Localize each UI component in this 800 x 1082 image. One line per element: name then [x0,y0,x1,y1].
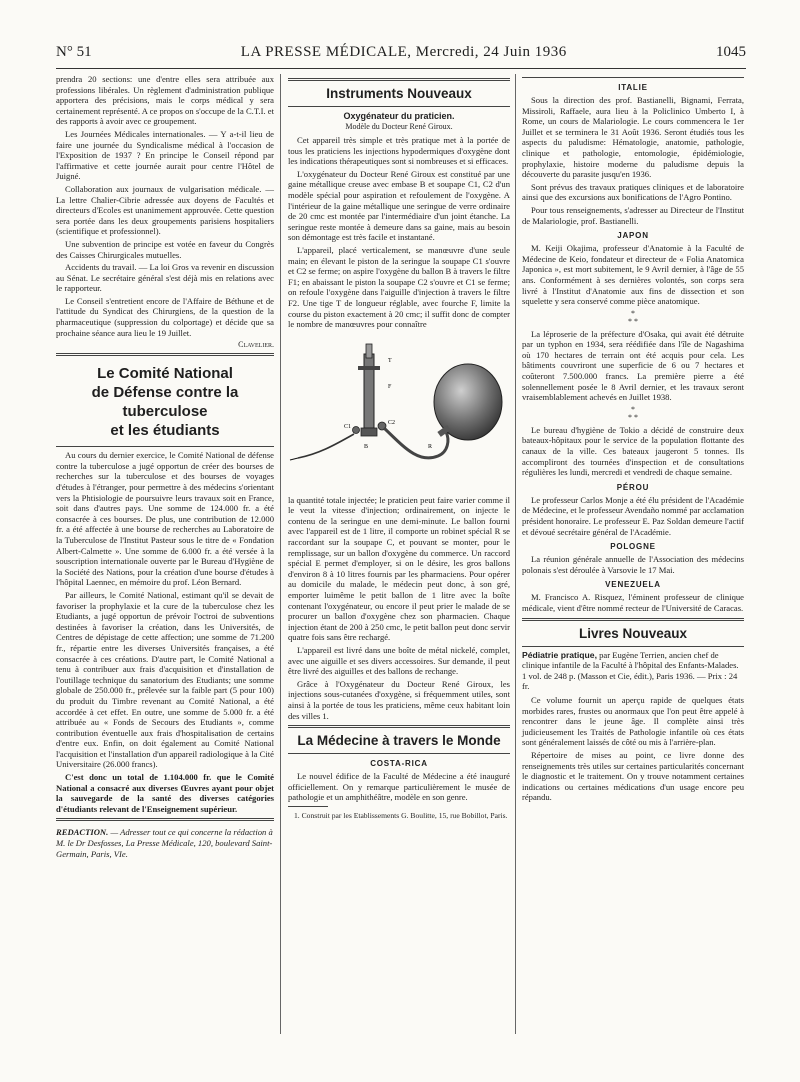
section-divider [288,78,510,81]
paragraph: Cet appareil très simple et très pratique met à la portée de tous les praticiens les injections hypodermiques d'oxygène dont les indications thérapeutiques sont si nombreuses et si efficaces. [288,135,510,167]
journal-title: LA PRESSE MÉDICALE, Mercredi, 24 Juin 1936 [240,44,567,60]
section-title: La Médecine à travers le Monde [297,733,501,749]
paragraph: Sont prévus des travaux pratiques cliniques et de laboratoire ainsi que des excursions aux bonifications de l'Agro Pontino. [522,181,744,203]
paragraph: La réunion générale annuelle de l'Association des médecins polonais s'est déroulée à Varsovie le 17 Mai. [522,554,744,575]
syringe-barrel [364,354,374,428]
column-divider [280,74,281,1034]
country-heading: JAPON [617,231,649,241]
title-line: de Défense contre la tuberculose [91,384,239,421]
column-right [522,74,744,805]
paragraph: Collaboration aux journaux de vulgarisation médicale. — La lettre Chalier-Cibrie adressée aux doyens de Facultés et directeurs d'Ecoles est unanimement approuvée. Cette question sera portée dans les deux groupements parisiens hospitaliers (scientifique et professionnel). [56,183,274,237]
title-rule [288,753,510,754]
page-header [56,44,746,69]
paragraph: Le Conseil s'entretient encore de l'Affaire de Béthune et de l'attitude du Syndicat des Chirurgiens, de la question de la pharmaceutique (suppression du colportage) et décide que sa prochaine séance aura lieu le 19 Juillet. [56,295,274,338]
redaction-text: — Adresser tout ce qui concerne la rédaction à M. le Dr Desfosses, La Presse Médicale, 120, boulevard Saint-Germain, Paris, VIe. [56,827,273,860]
title-line: Le Comité National [97,365,233,383]
country-heading: VENEZUELA [605,580,661,590]
country-heading: ITALIE [618,83,648,92]
book-reference [522,650,744,692]
paragraph: Ce volume fournit un aperçu rapide de quelques états morbides rares, frustes ou anormaux que l'on peut être appelé à rencontrer dans le jeune âge. Il complète ainsi très judicieusement les Traités de Pathologie infantile où ces états sont généralement laissés de côté ou mis à l'arrière-plan. [522,694,744,748]
asterism: * * * [628,308,638,326]
paragraph: Le professeur Carlos Monje a été élu président de l'Académie de Médecine, et le professeur Avendaño nommé par acclamation président honoraire. Le professeur E. Paz Soldan demeure l'actif et dévoué secrétaire général de l'Académie. [522,494,744,537]
needle-tube [298,434,354,458]
syringe-base [361,428,377,436]
paragraph: M. Francisco A. Risquez, l'éminent professeur de clinique médicale, vient d'être nommé recteur de l'Université de Caracas. [522,592,744,613]
page-number: 1045 [716,44,746,60]
country-heading: COSTA-RICA [370,759,428,769]
label-t: T [388,357,392,364]
paragraph: L'appareil est livré dans une boîte de métal nickelé, complet, avec une aiguille et ses divers accessoires. Sur demande, il peut être livré des aiguilles et des ballons de rechange. [288,645,510,677]
column-divider [515,74,516,1034]
paragraph: Par ailleurs, le Comité National, estimant qu'il se devait de favoriser la prophylaxie et la cure de la tuberculose chez les Etudiants, a jugé opportun de prévoir l'octroi de subventions destinées à favoriser la création, dans les Universités, de Centres de dépistage de cette affection; une somme de 71.200 fr., répartie entre les diverses Universités françaises, a été consacrée à ces créations. D'autre part, le Comité National a tenu à contribuer aux frais d'acquisition et d'installation de l'outillage technique du sanatorium des Etudiants; une somme globale de 250.000 fr., prélevée sur la faible part (5 pour 100) du produit du Timbre revenant au Comité National, a été accordée à cet effet. En outre, une somme de 5.000 fr. a été attribuée au « Fonds de Secours des Etudiants », comme contribution éventuelle aux frais d'hospitalisation de certains d'entre eux. Enfin, on doit également au Comité National l'acquisition et l'installation d'un appareil radiologique à la Cité Universitaire (26.000 francs). [56,589,274,770]
paragraph: Une subvention de principe est votée en faveur du Congrès des Caisses Chirurgicales mutuelles. [56,238,274,260]
valve-c1 [353,426,360,433]
syringe-grip [358,366,380,370]
paragraph: prendra 20 sections: une d'entre elles sera attribuée aux professions libérales. Un règlement d'administration publique apportera des précisions, mais le corps médical y sera certainement représenté. A ce propos on s'occupe de la C.T.I. et des rapports à avoir avec ce groupement. [56,74,274,127]
paragraph: L'appareil, placé verticalement, se manœuvre d'une seule main; en élevant le piston de la seringue la soupape C1 s'ouvre et C2 se ferme; on aspire l'oxygène du ballon B à travers le filtre F1; en abaissant le piston la soupape C2 s'ouvre et C1 se ferme; on refoule l'oxygène dans l'aiguille d'injection à travers le filtre F2. Une tige T de longueur réglable, avec fourche F, limite la course du piston exactement à 20 cmc; il suffit donc de compter le nombre de manœuvres pour connaître [288,244,510,330]
paragraph: Accidents du travail. — La loi Gros va revenir en discussion au Sénat. Le secrétaire général s'est déjà mis en relations avec le rapporteur. [56,262,274,294]
article-subtitle: Oxygénateur du praticien. [343,111,455,121]
paragraph: Pour tous renseignements, s'adresser au Directeur de l'Institut de Malariologie, prof. Bastianelli. [522,204,744,226]
section-divider [522,77,744,78]
asterism: * * * [628,404,638,422]
section-divider [288,725,510,728]
section-divider [56,818,274,821]
syringe-plunger [366,344,372,358]
article-title [56,364,274,440]
book-details: par Eugène Terrien, ancien chef de clinique infantile de la Faculté à l'hôpital des Enfants-Malades. 1 vol. de 248 p. (Masson et Cie, édit.), Paris 1936. — Prix : 24 fr. [522,649,739,692]
paragraph: M. Keiji Okajima, professeur d'Anatomie à la Faculté de Médecine de Keio, fondateur et directeur de « Folia Anatomica Japonica », est mort subitement, le 9 Avril dernier, à l'âge de 55 ans. Conformément à ses dernières volontés, son corps sera livré à l'Institut d'Anatomie aux fins de dissection et son squelette y sera conservé comme pièce anatomique. [522,243,744,307]
paragraph: Le nouvel édifice de la Faculté de Médecine a été inauguré officiellement. On y remarque particulièrement le musée de pathologie et un amphithéâtre, modèle en son genre. [288,771,510,803]
redaction-notice [56,827,274,860]
country-heading: POLOGNE [610,542,656,552]
byline: Modèle du Docteur René Giroux. [345,122,453,131]
column-left [56,74,274,860]
section-divider [522,618,744,621]
paragraph: La léproserie de la préfecture d'Osaka, qui avait été détruite par un typhon en 1934, sera réédifiée dans l'île de Nagashima où 170 hectares de terrain ont été acquis pour cela. Les bâtiments couvriront une superficie de 6 ou 7 hectares et coûteront 7.500.000 francs. La première pierre a été solennellement posée le 8 Avril dernier, et les travaux seront vraisemblablement achevés en Juillet 1938. [522,328,744,403]
footnote-rule [288,806,328,807]
paragraph: C'est donc un total de 1.104.000 fr. que le Comité National a consacré aux diverses Œuvres ayant pour objet la sauvegarde de la santé des diverses catégories d'étudiants relevant de l'Enseignement supérieur. [56,772,274,814]
needle [290,458,298,460]
title-rule [522,646,744,647]
paragraph: la quantité totale injectée; le praticien peut faire varier comme il le veut la vitesse d'injection; ordinairement, on injecte le contenu de la seringue en une demi-minute. Le ballon fourni avec l'appareil est de 1 litre, il comporte un robinet spécial R se raccordant sur la soupape C, et pouvant se monter, pour le remplissage, sur un ballon d'oxygène du commerce. Un raccord spécial E permet d'employer, si on le désire, les gros ballons d'environ 8 à 10 litres fournis par les pharmaciens. Pour opérer au domicile du malade, le médecin peut donc, à son gré, emporter luimême le petit ballon de 1 litre avec la boîte contenant l'oxygénateur, ou encore il peut prier le malade de se procurer un ballon d'oxygène chez son pharmacien. Chaque injection étant de 200 à 250 cmc, le petit ballon peut donc servir quatre fois sans être rechargé. [288,494,510,643]
label-b: B [364,443,369,450]
issue-number: N° 51 [56,44,92,60]
column-center [288,74,510,820]
paragraph: L'oxygénateur du Docteur René Giroux est constitué par une gaine métallique creuse avec embase B et soupape C1, C2 d'un modèle spécial pour aspiration et refoulement de l'oxygène. A l'intérieur de la gaine métallique une seringue de verre ordinaire de 20 cmc est montée par l'intermédiaire d'un joint étanche. La seringue reste montée à demeure dans sa gaine, mais au besoin son démontage est très facile et instantané. [288,168,510,243]
syndicat-report [56,74,274,349]
section-title: Instruments Nouveaux [326,86,472,101]
footnote: 1. Construit par les Etablissements G. Boulitte, 15, rue Bobillot, Paris. [294,810,508,820]
paragraph: Grâce à l'Oxygénateur du Docteur René Giroux, les injections sous-cutanées d'oxygène, si fréquemment utiles, sont ainsi à la portée de tous les praticiens, même ceux habitant loin des villes 1. [288,678,510,721]
redaction-lead: REDACTION. [56,827,109,838]
signature: Clavelier. [238,340,274,350]
country-heading: PÉROU [616,482,650,492]
paragraph: Le bureau d'hygiène de Tokio a décidé de construire deux bateaux-hôpitaux pour le service de la population flottante des canaux de la ville. Ces bateaux jaugeront 5 tonnes. Ils accompliront des tournées d'inspection et de consultations régulières les lundi, mercredi et vendredi de chaque semaine. [522,424,744,478]
title-rule [56,446,274,447]
title-line: et les étudiants [110,422,220,440]
paragraph: Les Journées Médicales internationales. — Y a-t-il lieu de faire une journée du Syndicalisme médical à l'occasion de l'Exposition de 1937 ? En principe le Conseil répond par l'affirmative et cette journée aurait pour centre l'Hôtel de Juigné. [56,128,274,182]
section-title: Livres Nouveaux [578,625,688,641]
paragraph: Répertoire de mises au point, ce livre donne des renseignements très utiles sur certaines particularités concernant le diagnostic et le traitement. On y trouve notamment certaines indications ou certaines médications d'un usage encore peu répandu. [522,749,744,803]
title-rule [288,106,510,107]
oxygenator-illustration [288,336,510,486]
label-c1: C1 [344,423,352,430]
paragraph: Au cours du dernier exercice, le Comité National de défense contre la tuberculose a jugé opportun de créer des bourses de recherches sur la tuberculose et des bourses de voyages d'études à l'étranger, pour permettre à des médecins s'orientant vers la Phtisiologie de poursuivre leurs travaux soit en France, soit dans d'autres pays. Une somme de 124.000 fr. a été consacrée à ces bourses. De plus, une contribution de 12.000 fr. a été affectée à une bourse de recherches au Laboratoire de la Tuberculose de l'Institut Pasteur sous le titre de « Fondation Albert-Calmette ». Une somme de 6.000 fr. a été versée à la souscription internationale ouverte par le Bureau d'Hygiène de la Société des Nations, pour la création d'une bourse d'études à l'hôpital Laennec, en mémoire du prof. Léon Bernard. [56,450,274,588]
label-f: F [388,383,392,390]
section-divider [56,353,274,356]
book-title: Pédiatrie pratique, [522,649,597,660]
label-r: R [428,443,433,450]
label-c2: C2 [388,419,396,426]
paragraph: Sous la direction des prof. Bastianelli, Bignami, Ferrata, Missiroli, Raffaele, aura lieu à la Policlinico Umberto I, à Rome, un cours de Malariologie. Le cours commencera le 1er Juillet et se terminera le 31 Août 1936. Seront étudiés tous les aspects du paludisme: Hématologie, anatomie, pathologie, clinique et pathologie, entomologie, épidémiologie, prophylaxie, histoire moderne du paludisme depuis la découverte du parasite jusqu'en 1936. [522,95,744,180]
